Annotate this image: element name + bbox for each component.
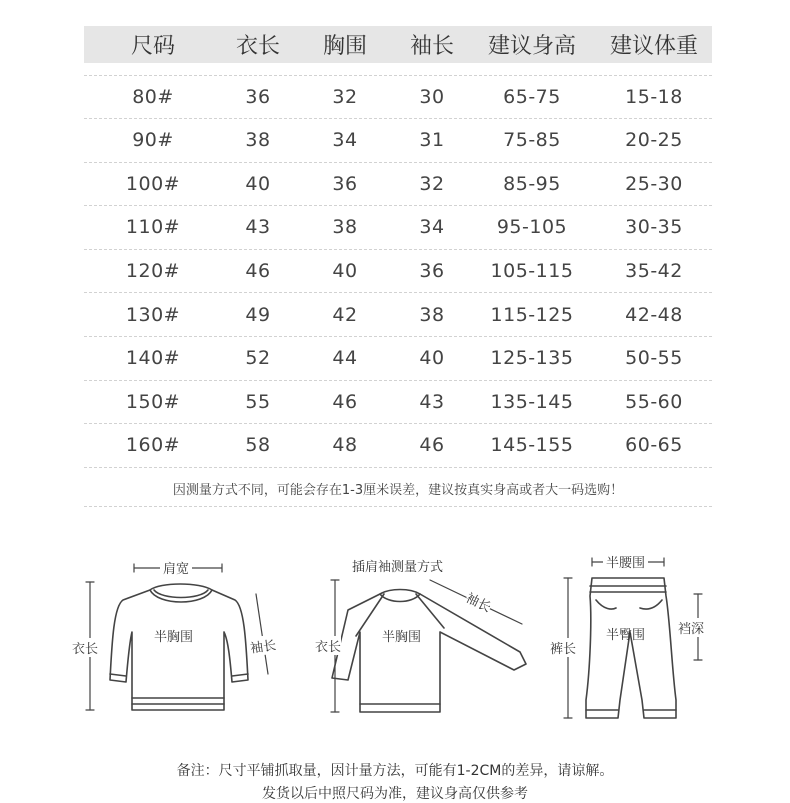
table-cell: 42 (332, 303, 358, 326)
table-cell: 55 (245, 390, 271, 413)
remark-line-1: 备注：尺寸平铺抓取量，因计量方法，可能有1-2CM的差异，请谅解。 (176, 763, 614, 779)
table-cell: 115-125 (490, 303, 574, 326)
table-cell: 52 (245, 347, 271, 370)
table-cell: 120# (125, 260, 181, 283)
table-cell: 49 (245, 303, 271, 326)
table-cell: 46 (419, 434, 445, 457)
table-cell: 75-85 (503, 129, 561, 152)
table-cell: 46 (332, 390, 358, 413)
table-cell: 38 (245, 129, 271, 152)
table-cell: 36 (419, 260, 445, 283)
table-cell: 20-25 (625, 129, 683, 152)
table-cell: 44 (332, 347, 358, 370)
pants-hip-label: 半臀围 (606, 628, 646, 643)
table-cell: 95-105 (496, 216, 568, 239)
measurement-notice: 因测量方式不同，可能会存在1-3厘米误差，建议按真实身高或者大一码选购！ (84, 479, 712, 507)
raglan-sleeve-label: 袖长 (463, 587, 495, 615)
table-cell: 40 (245, 172, 271, 195)
raglan-length-label: 衣长 (315, 636, 341, 655)
header-cell: 胸围 (322, 34, 367, 59)
pants-length-label: 裤长 (550, 638, 576, 657)
table-cell: 140# (125, 347, 181, 370)
table-cell: 65-75 (503, 86, 561, 108)
table-header (84, 26, 712, 63)
table-cell: 38 (332, 216, 358, 239)
table-cell: 145-155 (490, 434, 574, 457)
table-cell: 42-48 (625, 303, 683, 326)
table-cell: 150# (125, 390, 181, 413)
table-cell: 36 (332, 172, 358, 195)
header-cell: 袖长 (409, 34, 454, 59)
header-cell: 衣长 (235, 34, 280, 59)
table-body (84, 75, 712, 468)
table-cell: 50-55 (625, 347, 683, 370)
table-cell: 34 (419, 216, 445, 239)
table-cell: 30-35 (625, 216, 683, 239)
table-cell: 100# (125, 172, 181, 195)
table-row (84, 424, 712, 468)
table-row (84, 293, 712, 337)
table-cell: 46 (245, 260, 271, 283)
measurement-diagrams (0, 540, 790, 730)
pants-waist-label: 半腰围 (603, 552, 648, 571)
table-cell: 38 (419, 303, 445, 326)
pants-rise-label: 裆深 (678, 618, 704, 637)
table-cell: 160# (125, 434, 181, 457)
table-row (84, 206, 712, 250)
table-row (84, 163, 712, 207)
table-cell: 80# (132, 86, 174, 108)
table-cell: 43 (245, 216, 271, 239)
table-cell: 30 (419, 86, 445, 108)
table-cell: 32 (332, 86, 358, 108)
raglan-title: 插肩袖测量方式 (352, 560, 444, 575)
table-cell: 40 (332, 260, 358, 283)
table-cell: 31 (419, 129, 445, 152)
table-row (84, 381, 712, 425)
table-row (84, 250, 712, 294)
table-row (84, 119, 712, 163)
table-cell: 85-95 (503, 172, 561, 195)
table-cell: 40 (419, 347, 445, 370)
table-cell: 135-145 (490, 390, 574, 413)
table-cell: 55-60 (625, 390, 683, 413)
raglan-illustration (331, 580, 526, 712)
table-cell: 110# (125, 216, 181, 239)
sweater-chest-label: 半胸围 (154, 630, 194, 645)
table-cell: 15-18 (625, 86, 683, 108)
sweater-length-label: 衣长 (72, 638, 98, 657)
table-cell: 32 (419, 172, 445, 195)
table-cell: 35-42 (625, 260, 683, 283)
header-cell: 建议体重 (609, 34, 698, 59)
table-cell: 34 (332, 129, 358, 152)
table-cell: 58 (245, 434, 271, 457)
table-cell: 60-65 (625, 434, 683, 457)
remark-line-2: 发货以后中照尺码为准，建议身高仅供参考 (262, 786, 528, 802)
sweater-shoulder-label: 肩宽 (160, 558, 192, 577)
sweater-sleeve-label: 袖长 (249, 634, 277, 656)
header-cell: 建议身高 (487, 34, 576, 59)
table-cell: 130# (125, 303, 181, 326)
table-cell: 90# (132, 129, 174, 152)
size-table (84, 26, 712, 468)
table-cell: 105-115 (490, 260, 574, 283)
table-cell: 48 (332, 434, 358, 457)
table-cell: 25-30 (625, 172, 683, 195)
table-row (84, 75, 712, 119)
table-cell: 125-135 (490, 347, 574, 370)
header-cell: 尺码 (130, 34, 175, 59)
table-row (84, 337, 712, 381)
table-cell: 43 (419, 390, 445, 413)
table-cell: 36 (245, 86, 271, 108)
raglan-chest-label: 半胸围 (382, 630, 422, 645)
